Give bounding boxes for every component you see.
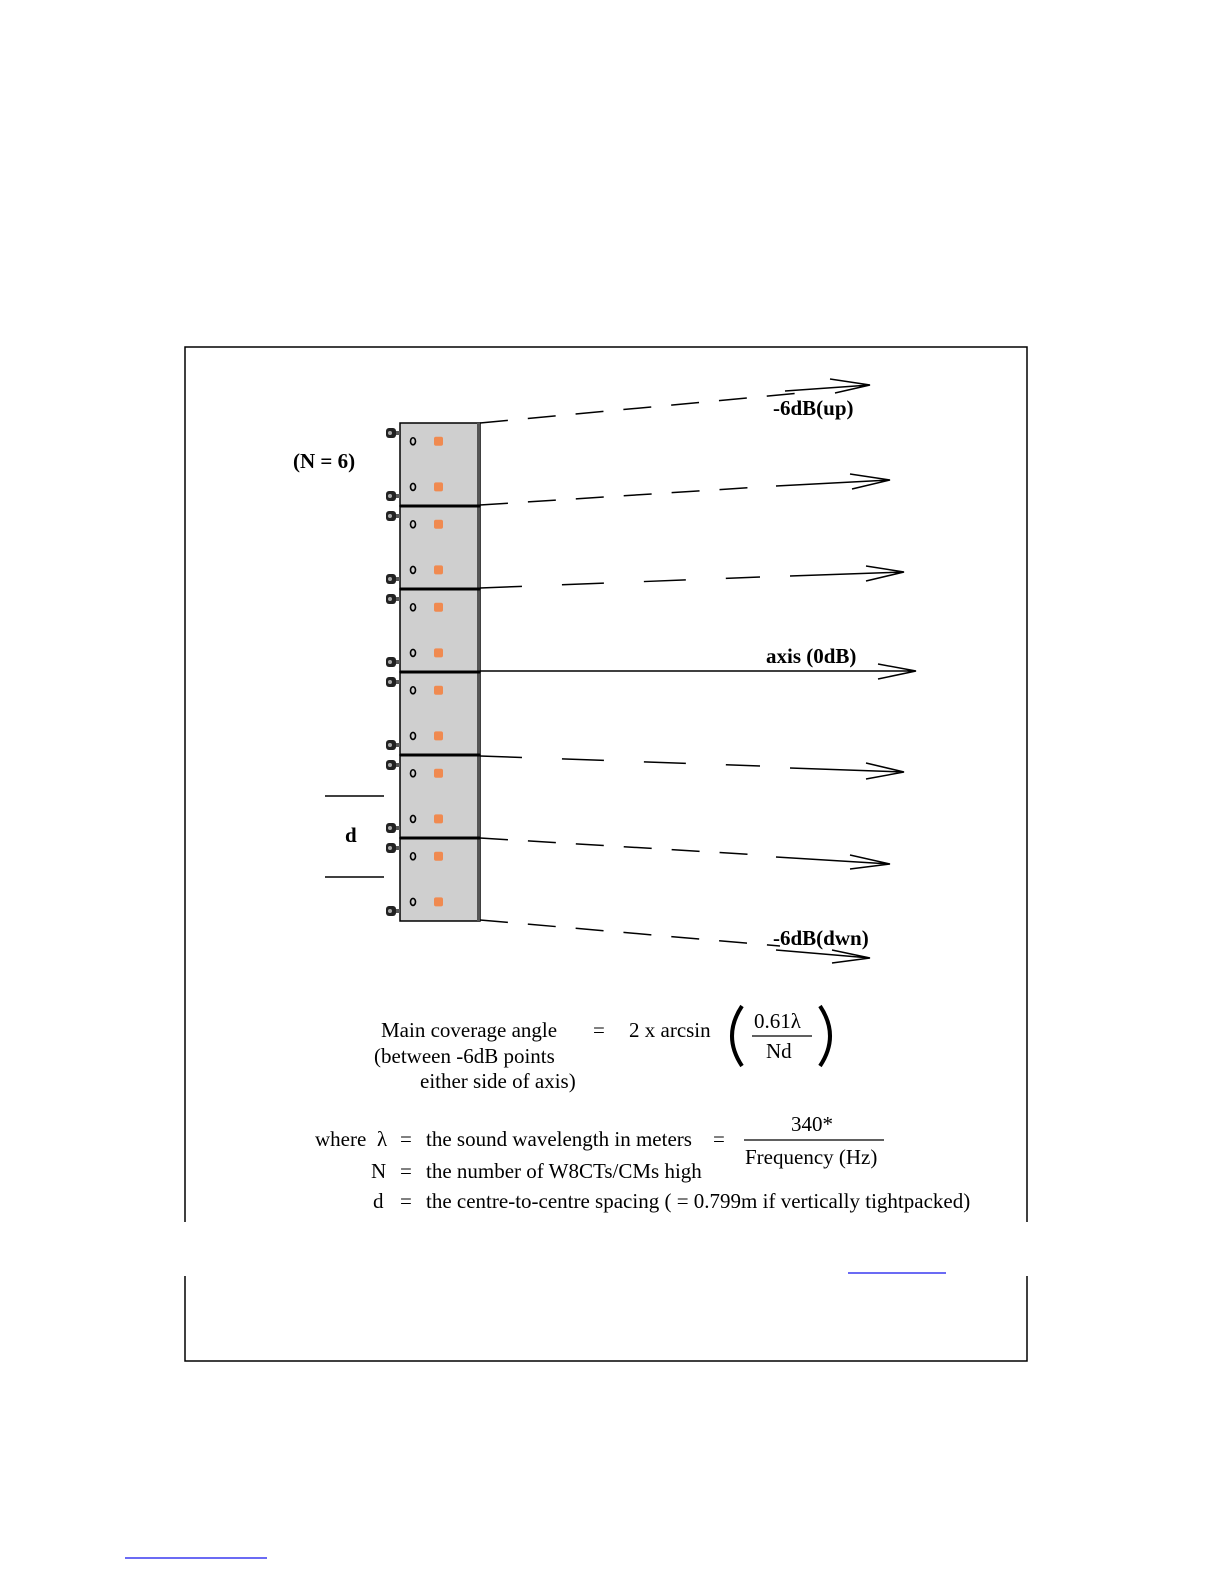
formula-equals: = — [593, 1018, 605, 1042]
axis-label: axis (0dB) — [766, 644, 857, 668]
down-6db-label: -6dB(dwn) — [773, 926, 869, 950]
right-paren — [820, 1006, 830, 1066]
driver-dot — [434, 814, 443, 823]
def-lambda-eq: = — [400, 1127, 412, 1151]
border-gap-right — [1024, 1222, 1030, 1276]
def-where: where — [315, 1127, 367, 1151]
driver-dot — [434, 897, 443, 906]
def-n-text: the number of W8CTs/CMs high — [426, 1159, 702, 1183]
border-gap-left — [182, 1222, 188, 1276]
formula-numerator: 0.61λ — [754, 1009, 801, 1033]
def-d-text: the centre-to-centre spacing ( = 0.799m if vertically tightpacked) — [426, 1189, 971, 1213]
formula-left-line3: either side of axis) — [420, 1069, 576, 1093]
ray-up-6db — [480, 393, 800, 423]
formula-left-line1: Main coverage angle — [381, 1018, 558, 1042]
ray-upper-1-arrow — [776, 474, 890, 489]
def-lambda-symbol: λ — [377, 1127, 388, 1151]
n-equals-label: (N = 6) — [293, 449, 356, 473]
driver-dot — [434, 648, 443, 657]
ray-lower-1-arrow — [790, 763, 904, 779]
driver-dot — [434, 482, 443, 491]
def-lambda-numerator: 340* — [791, 1112, 833, 1136]
driver-dot — [434, 437, 443, 446]
cabinet-module — [386, 506, 480, 589]
formula-denominator: Nd — [766, 1039, 792, 1063]
def-n-eq: = — [400, 1159, 412, 1183]
def-n-symbol: N — [371, 1159, 387, 1183]
cabinet-module — [386, 423, 480, 506]
ray-lower-1 — [480, 756, 760, 766]
ray-lower-2-arrow — [776, 855, 890, 869]
ray-upper-1 — [480, 487, 760, 505]
cabinet-module — [386, 672, 480, 755]
formula-left-line2: (between -6dB points — [374, 1044, 555, 1068]
cabinet-module — [386, 755, 480, 838]
coverage-rays — [480, 379, 916, 963]
speaker-array — [386, 423, 480, 921]
ray-up-6db-arrow — [785, 379, 870, 393]
def-d-eq: = — [400, 1189, 412, 1213]
cabinet-module — [386, 838, 480, 921]
ray-down-6db-arrow — [776, 950, 870, 963]
driver-dot — [434, 686, 443, 695]
driver-dot — [434, 603, 443, 612]
def-d-symbol: d — [373, 1189, 384, 1213]
def-lambda-denominator: Frequency (Hz) — [745, 1145, 878, 1169]
driver-dot — [434, 769, 443, 778]
driver-dot — [434, 520, 443, 529]
driver-dot — [434, 731, 443, 740]
ray-upper-2 — [480, 577, 760, 588]
definitions — [315, 1112, 970, 1213]
def-lambda-eq2: = — [713, 1127, 725, 1151]
d-label: d — [345, 823, 357, 847]
ray-down-6db — [480, 920, 780, 946]
driver-dot — [434, 852, 443, 861]
driver-dot — [434, 565, 443, 574]
cabinet-module — [386, 589, 480, 672]
coverage-formula — [374, 1006, 830, 1093]
ray-upper-2-arrow — [790, 566, 904, 581]
def-lambda-text: the sound wavelength in meters — [426, 1127, 692, 1151]
left-paren — [732, 1006, 742, 1066]
up-6db-label: -6dB(up) — [773, 396, 854, 420]
ray-lower-2 — [480, 838, 760, 855]
formula-rhs: 2 x arcsin — [629, 1018, 711, 1042]
